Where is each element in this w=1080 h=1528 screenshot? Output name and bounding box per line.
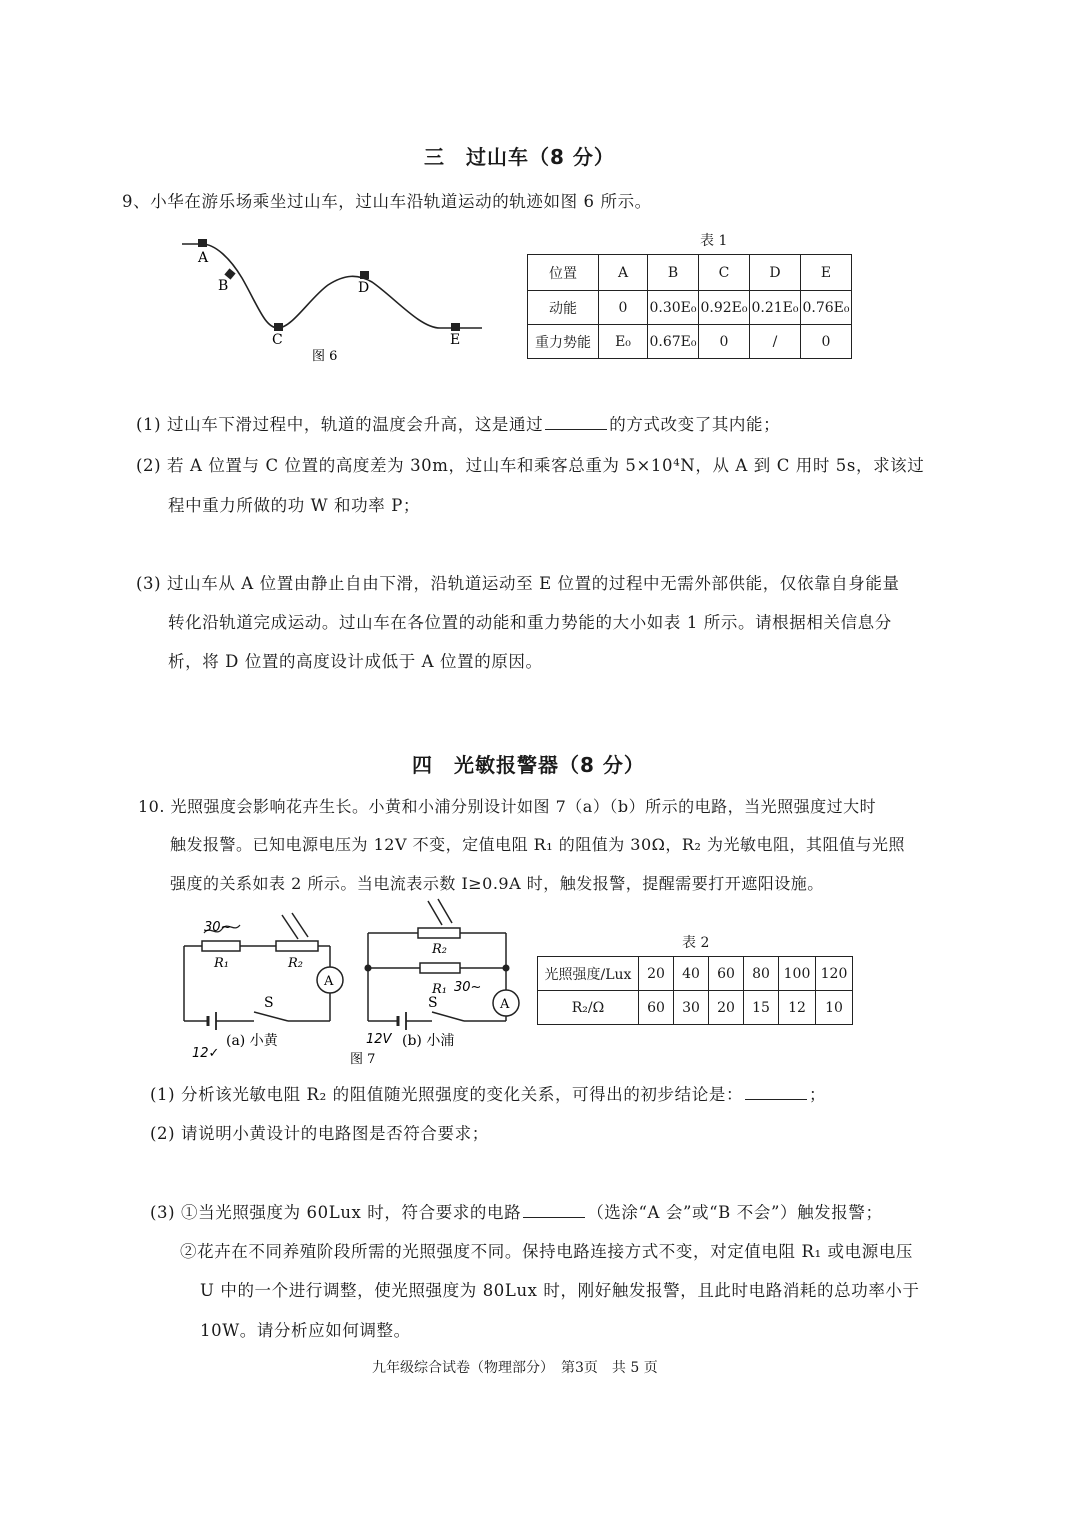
q10-part3-2-line3: 10W。请分析应如何调整。 [200, 1321, 411, 1340]
table1-header-cell: 位置 [528, 255, 599, 291]
switch-a [254, 1012, 288, 1021]
table1-header-cell: E [801, 255, 852, 291]
table1-cell: 0.76E₀ [801, 291, 852, 325]
q10-part3-1-text-b: （选涂“A 会”或“B 不会”）触发报警； [587, 1203, 883, 1222]
section4-title: 四 光敏报警器（8 分） [412, 753, 645, 777]
table2-cell: 60 [709, 957, 744, 991]
q10-part1-blank[interactable] [745, 1085, 807, 1100]
table2-cell: 40 [674, 957, 709, 991]
table2-cell: 20 [709, 991, 744, 1025]
fig6-label-c: C [272, 332, 283, 348]
table1-cell: 0 [801, 325, 852, 359]
figure-6-track [170, 230, 500, 370]
q10-part3-1-text-a: (3) ①当光照强度为 60Lux 时，符合要求的电路 [150, 1203, 522, 1222]
page-footer: 九年级综合试卷（物理部分） 第3页 共 5 页 [372, 1360, 658, 1376]
q9-part1-text-b: 的方式改变了其内能； [609, 415, 781, 434]
r2-label-b: R₂ [432, 942, 447, 957]
table1-cell: 重力势能 [528, 325, 599, 359]
table2-cell: 100 [779, 957, 816, 991]
photoresistor-r2-a [276, 941, 318, 951]
q9-part1 [136, 411, 780, 435]
q10-part1 [150, 1081, 826, 1105]
q10-part3-2-line1: ②花卉在不同养殖阶段所需的光照强度不同。保持电路连接方式不变，对定值电阻 R₁ 或电源电压 [180, 1242, 914, 1261]
handwritten-30-a: 30~ [204, 920, 232, 935]
table1-header-cell: B [648, 255, 699, 291]
table2-cell: 80 [744, 957, 779, 991]
section3-title: 三 过山车（8 分） [424, 145, 615, 169]
circuit-a-label: (a) 小黄 [226, 1033, 278, 1049]
fig6-caption: 图 6 [312, 349, 338, 364]
r1-label-b: R₁ [432, 982, 447, 997]
ammeter-a-label: A [324, 974, 334, 989]
circuit-b [365, 899, 519, 1030]
table2-row-label: 光照强度/Lux [538, 957, 639, 991]
q10-part3-2-line2: U 中的一个进行调整，使光照强度为 80Lux 时，刚好触发报警，且此时电路消耗的总功率小于 [200, 1281, 920, 1300]
q9-part1-text-a: (1) 过山车下滑过程中，轨道的温度会升高，这是通过 [136, 415, 544, 434]
q9-part2-line1: (2) 若 A 位置与 C 位置的高度差为 30m，过山车和乘客总重为 5×10⁴N，从 A 到 C 用时 5s，求该过 [136, 456, 925, 475]
table1-cell: 动能 [528, 291, 599, 325]
switch-b [432, 1012, 464, 1021]
table1-cell: 0.21E₀ [750, 291, 801, 325]
table2-cell: 120 [816, 957, 853, 991]
table2-cell: 12 [779, 991, 816, 1025]
switch-b-label: S [428, 995, 438, 1011]
r2-label-a: R₂ [288, 956, 303, 971]
q10-part2: (2) 请说明小黄设计的电路图是否符合要求； [150, 1124, 489, 1143]
table2 [537, 956, 853, 1025]
table1-cell: 0.30E₀ [648, 291, 699, 325]
table1 [527, 254, 852, 359]
q10-part1-text-b: ； [809, 1085, 827, 1104]
resistor-r1-b [420, 963, 460, 973]
q10-line3: 强度的关系如表 2 所示。当电流表示数 I≥0.9A 时，触发报警，提醒需要打开遮阳设施。 [170, 874, 824, 893]
table1-cell: 0 [699, 325, 750, 359]
table2-cell: 15 [744, 991, 779, 1025]
handwritten-12-a: 12✓ [192, 1046, 220, 1061]
table1-cell: E₀ [599, 325, 648, 359]
q10-part3-1 [150, 1199, 883, 1223]
photoresistor-r2-b [418, 928, 460, 938]
table1-cell: / [750, 325, 801, 359]
fig6-label-d: D [358, 280, 370, 296]
switch-a-label: S [264, 995, 274, 1011]
table1-header-cell: C [699, 255, 750, 291]
table1-header-cell: A [599, 255, 648, 291]
handwritten-30-b: 30~ [454, 980, 482, 995]
ammeter-b-label: A [500, 997, 510, 1012]
table2-cell: 10 [816, 991, 853, 1025]
r1-label-a: R₁ [214, 956, 229, 971]
fig6-label-e: E [450, 332, 461, 348]
table1-cell: 0.92E₀ [699, 291, 750, 325]
table2-cell: 30 [674, 991, 709, 1025]
table2-cell: 20 [639, 957, 674, 991]
handwritten-12-b: 12V [366, 1032, 392, 1047]
circuit-b-label: (b) 小浦 [402, 1033, 455, 1049]
q9-part3-line1: (3) 过山车从 A 位置由静止自由下滑，沿轨道运动至 E 位置的过程中无需外部供能，仅依靠自身能量 [136, 574, 900, 593]
q10-line1: 10. 光照强度会影响花卉生长。小黄和小浦分别设计如图 7（a）（b）所示的电路，当光照强度过大时 [138, 797, 877, 816]
table1-title: 表 1 [700, 233, 728, 249]
table1-cell: 0.67E₀ [648, 325, 699, 359]
table2-cell: 60 [639, 991, 674, 1025]
q9-part3-line2: 转化沿轨道完成运动。过山车在各位置的动能和重力势能的大小如表 1 所示。请根据相关信息分 [168, 613, 892, 632]
figure-7-circuits [170, 895, 530, 1075]
q9-intro: 9、小华在游乐场乘坐过山车，过山车沿轨道运动的轨迹如图 6 所示。 [122, 192, 652, 211]
fig7-caption: 图 7 [350, 1052, 376, 1067]
q9-part3-line3: 析，将 D 位置的高度设计成低于 A 位置的原因。 [168, 652, 543, 671]
table1-cell: 0 [599, 291, 648, 325]
resistor-r1-a [202, 941, 240, 951]
fig6-label-b: B [218, 278, 229, 294]
fig6-label-a: A [198, 250, 209, 266]
q10-part1-text-a: (1) 分析该光敏电阻 R₂ 的阻值随光照强度的变化关系，可得出的初步结论是： [150, 1085, 744, 1104]
q9-part2-line2: 程中重力所做的功 W 和功率 P； [168, 496, 420, 515]
table2-title: 表 2 [682, 935, 710, 951]
table1-header-cell: D [750, 255, 801, 291]
q10-part3-1-blank[interactable] [523, 1203, 585, 1218]
q10-line2: 触发报警。已知电源电压为 12V 不变，定值电阻 R₁ 的阻值为 30Ω，R₂ 为光敏电阻，其阻值与光照 [170, 835, 905, 854]
q9-part1-blank[interactable] [545, 415, 607, 430]
table2-row-label: R₂/Ω [538, 991, 639, 1025]
